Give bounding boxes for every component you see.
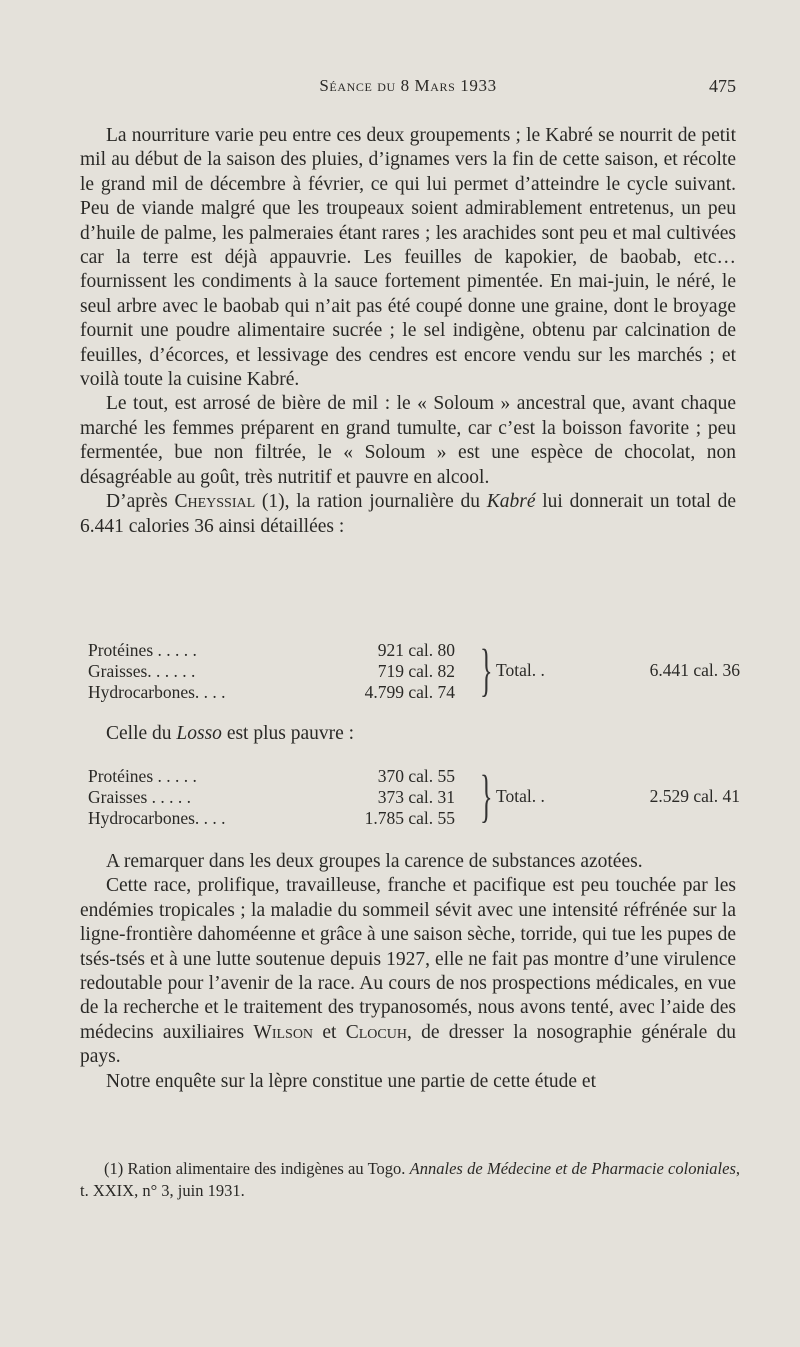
table-row: Hydrocarbones. . . . 1.785 cal. 55 (88, 808, 455, 828)
paragraph-race: Cette race, prolifique, travailleuse, franche et pacifique est peu touchée par les endémies tropicales ; la maladie du sommeil sévit avec une intensité réfrénée sur la ligne-frontière dahoméenne et grâce à une saison sèche, torride, qui tue les pupes de tsés-tsés et à une lutte soutenue depuis 1927, elle ne fait pas montre d’une virulence redoutable pour l’avenir de la race. Au cours de nos prospections médicales, en vue de la recherche et le traitement des trypanosomés, nous avons tenté, avec l’aide des médecins auxiliaires Wilson et Clocuh, de dresser la nosographie générale du pays. (80, 875, 737, 1068)
paragraph-carence: A remarquer dans les deux groupes la carence de substances azotées. (106, 851, 643, 872)
brace-glyph: } (480, 637, 493, 702)
body-text-bottom (80, 850, 736, 1094)
total-label: Total. . (496, 786, 545, 806)
author-name: Clocuh (345, 1021, 407, 1043)
paragraph-soloum: Le tout, est arrosé de bière de mil : le « Soloum » ancestral que, avant chaque marché les femmes préparent en grand tumulte, car c’est la boisson favorite ; peu fermentée, bue non filtrée, le « Soloum » est une espèce de chocolat, non désagréable au goût, très nutritif et pauvre en alcool. (80, 393, 736, 488)
author-name: Wilson (253, 1021, 314, 1043)
table-row: Hydrocarbones. . . . 4.799 cal. 74 (88, 682, 455, 702)
table-row: Protéines . . . . . 370 cal. 55 (88, 766, 455, 786)
table-row: Protéines . . . . . 921 cal. 80 (88, 640, 455, 660)
page-number: 475 (709, 76, 736, 96)
paragraph-food: La nourriture varie peu entre ces deux groupements ; le Kabré se nourrit de petit mil au début de la saison des pluies, d’ignames vers la fin de cette saison, et récolte le grand mil de décembre à février, ce qui lui permet d’atteindre le cycle suivant. Peu de viande malgré que les troupeaux soient admirablement entretenus, un peu d’huile de palme, les palmeraies étant rares ; les arachides sont peu et mal cultivées car la terre est déjà appauvrie. Les feuilles de kapokier, de baobab, etc… fournissent les condiments à la sauce fortement pimentée. En mai-juin, le néré, le seul arbre avec le baobab qui n’ait pas été coupé donne une graine, dont le broyage fournit une poudre alimentaire sucrée ; le sel indigène, obtenu par calcination de feuilles, d’écorces, et lessivage des cendres est encore vendu sur les marchés ; et voilà toute la cuisine Kabré. (80, 125, 736, 391)
paragraph-losso: Celle du Losso est plus pauvre : (106, 723, 355, 744)
footnote: (1) Ration alimentaire des indigènes au Togo. Annales de Médecine et de Pharmacie coloniales, t. XXIX, n° 3, juin 1931. (80, 1159, 740, 1200)
ration-table-kabre (88, 637, 740, 703)
author-name: Cheyssial (174, 491, 256, 513)
running-header (80, 76, 736, 104)
table-row: Graisses . . . . . 373 cal. 31 (88, 787, 455, 807)
body-text-top (80, 124, 736, 539)
header-title: Séance du 8 Mars 1933 (319, 76, 497, 95)
total-value: 2.529 cal. 41 (649, 786, 740, 806)
brace-glyph: } (480, 763, 493, 828)
total-value: 6.441 cal. 36 (649, 660, 740, 680)
paragraph-lepre: Notre enquête sur la lèpre constitue une partie de cette étude et (106, 1070, 596, 1092)
total-label: Total. . (496, 660, 545, 680)
body-text-losso (80, 722, 736, 746)
ration-table-losso (88, 763, 740, 829)
table-row: Graisses. . . . . . 719 cal. 82 (88, 661, 455, 681)
paragraph-ration-intro: D’après Cheyssial (1), la ration journalière du Kabré lui donnerait un total de 6.441 calories 36 ainsi détaillées : (80, 491, 737, 537)
